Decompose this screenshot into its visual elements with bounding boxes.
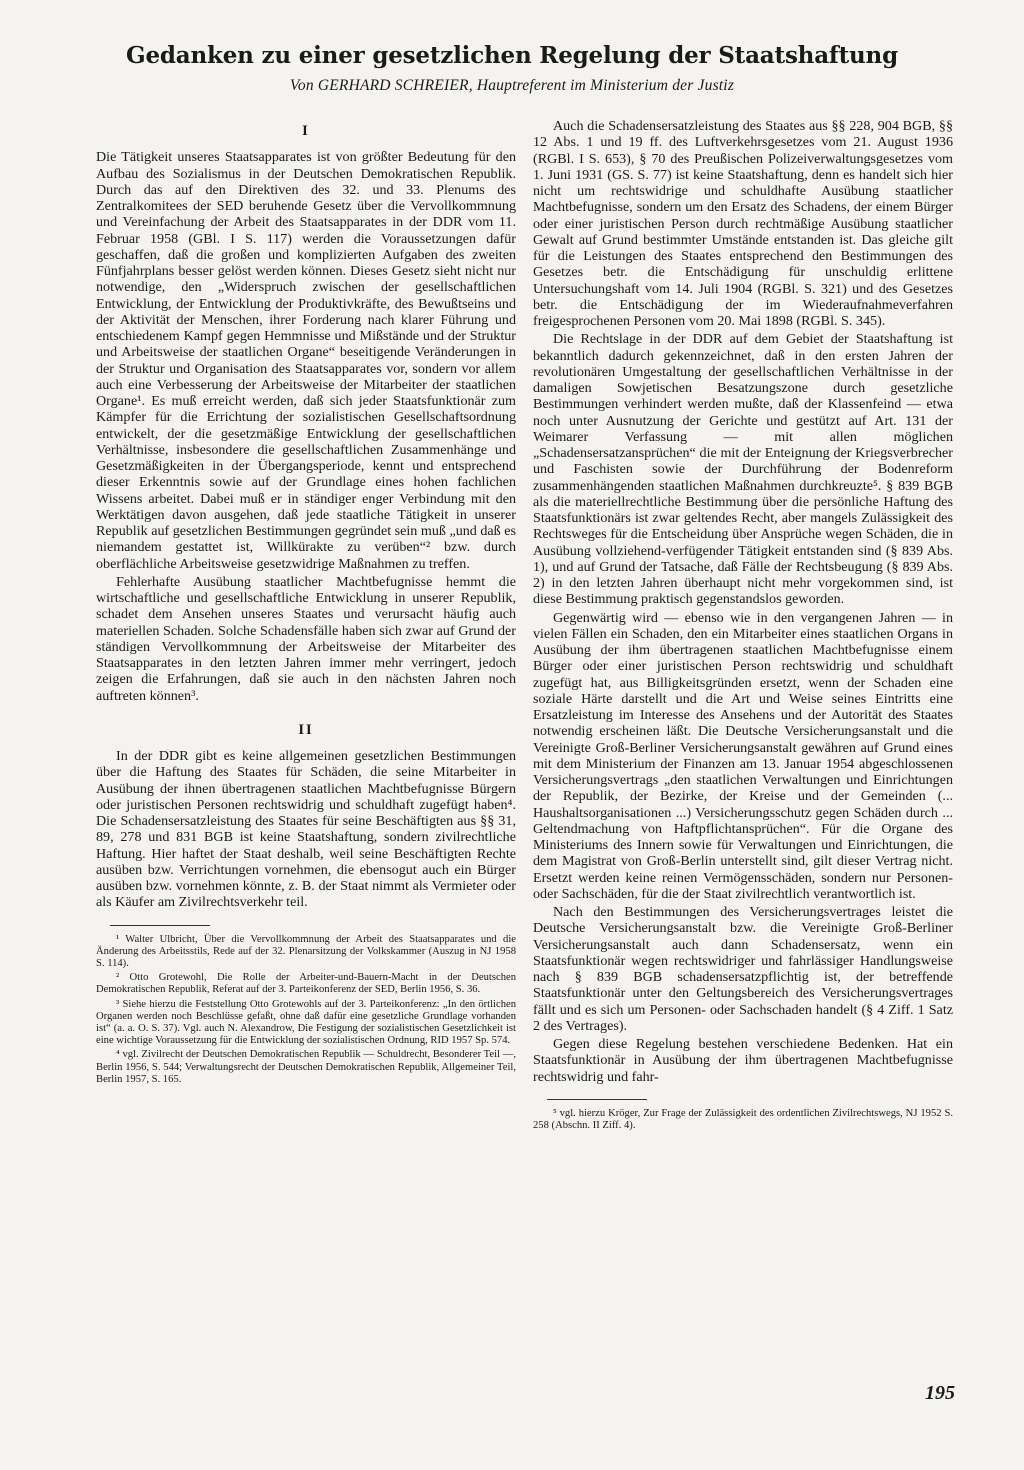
footnote: ⁵ vgl. hierzu Kröger, Zur Frage der Zulässigkeit des ordentlichen Zivilrechtswegs, NJ 1952 S. 258 (Abschn. II Ziff. 4). [533,1107,953,1131]
paragraph: Die Tätigkeit unseres Staatsapparates ist von größter Bedeutung für den Aufbau des Sozialismus in der Deutschen Demokratischen Republik. Durch das auf den Direktiven des 32. und 33. Plenums des Zentralkomitees der SED beruhende Gesetz über die Vervollkommnung und Vereinfachung der Arbeit des Staatsapparates in der DDR vom 11. Februar 1958 (GBl. I S. 117) werden die Voraussetzungen dafür geschaffen, daß die großen und komplizierten Aufgaben des zweiten Fünfjahrplans besser gelöst werden können. Dieses Gesetz sieht nicht nur notwendige, den „Widerspruch zwischen der gesellschaftlichen Entwicklung, der Entwicklung der Produktivkräfte, des Bewußtseins und der Aktivität der Menschen, ihrer Forderung nach klarer Führung und entschiedenem Kampf gegen Hemmnisse und Mißstände und der Struktur und Arbeitsweise der staatlichen Organe“ beseitigende Veränderungen in der Struktur und Organisation des Staatsapparates vor, sondern vor allem auch eine Verbesserung der Arbeitsweise der Mitarbeiter der staatlichen Organe¹. Es muß erreicht werden, daß sich jeder Staatsfunktionär zum Kämpfer für die Errichtung der sozialistischen Gesellschaftsordnung entwickelt, der die gesetzmäßige Entwicklung der gesellschaftlichen Verhältnisse, insbesondere die gesellschaftlichen Zusammenhänge und Gesetzmäßigkeiten in der Übergangsperiode, kennt und entsprechend dieser Erkenntnis sowie auf der Grundlage eines hohen fachlichen Wissens arbeitet. Dabei muß er in ständiger enger Verbindung mit den Werktätigen davon ausgehen, daß jede staatliche Tätigkeit in unserer Republik auf gesetzlichen Bestimmungen gegründet sein muß „und daß es niemandem gestattet ist, Willkürakte zu verüben“² bzw. durch oberflächliche Arbeitsweise gesetzwidrige Maßnahmen zu treffen. [96,149,516,572]
author-byline: Von GERHARD SCHREIER, Hauptreferent im Ministerium der Justiz [289,77,735,94]
section-heading-1: I [302,123,310,139]
footnote-divider [547,1099,647,1100]
left-column [96,118,516,1088]
paragraph: Nach den Bestimmungen des Versicherungsvertrages leistet die Deutsche Versicherungsanstalt bzw. die Vereinigte Groß-Berliner Versicherungsanstalt auch dann Schadensersatz, wenn ein Staatsfunktionär wegen rechtswidriger und fahrlässiger Handlungsweise nach § 839 BGB schadensersatzpflichtig ist, der betreffende Staatsfunktionär unter den Geltungsbereich des Versicherungsvertrages fällt und es sich um Personen- oder Sachschaden handelt (§ 4 Ziff. 1 Satz 2 des Vertrages). [533,904,953,1034]
footnote: ³ Siehe hierzu die Feststellung Otto Grotewohls auf der 3. Parteikonferenz: „In den örtlichen Organen werden noch Beschlüsse gefaßt, ohne daß dafür eine gesetzliche Grundlage vorhanden ist“ (a. a. O. S. 37). Vgl. auch N. Alexandrow, Die Festigung der sozialistischen Gesetzlichkeit ist eine wichtige Voraussetzung für die Entwicklung der sozialistischen Ordnung, RID 1957 Sp. 574. [96,998,516,1047]
footnote: ¹ Walter Ulbricht, Über die Vervollkommnung der Arbeit des Staatsapparates und die Änderung des Arbeitsstils, Rede auf der 32. Plenarsitzung der Volkskammer (Auszug in NJ 1958 S. 114). [96,933,516,969]
paragraph: Die Rechtslage in der DDR auf dem Gebiet der Staatshaftung ist bekanntlich dadurch gekennzeichnet, daß in den ersten Jahren der revolutionären Umgestaltung der gesellschaftlichen Verhältnisse in der damaligen Sowjetischen Besatzungszone durch gesetzliche Bestimmungen verhindert werden mußte, daß der Klassenfeind — etwa noch unter Ausnutzung der Gerichte und gestützt auf Art. 131 der Weimarer Verfassung — mit allen möglichen „Schadensersatzansprüchen“ die mit der Enteignung der Kriegsverbrecher und Faschisten sowie der Durchführung der Bodenreform zusammenhängenden staatlichen Maßnahmen durchkreuzte⁵. § 839 BGB als die materiellrechtliche Bestimmung über die persönliche Haftung des Staatsfunktionärs ist zwar geltendes Recht, aber mangels Zulässigkeit des Rechtsweges für die Entscheidung über Ansprüche wegen Schäden, die in Ausübung vollziehend-verfügender Tätigkeit entstanden sind (§ 839 Abs. 1), und auf Grund der Tatsache, daß Fälle der Rechtsbeugung (§ 839 Abs. 2) in den letzten Jahren überhaupt nicht mehr vorgekommen sind, ist diese Bestimmung praktisch gegenstandslos geworden. [533,331,953,608]
footnote: ² Otto Grotewohl, Die Rolle der Arbeiter-und-Bauern-Macht in der Deutschen Demokratischen Republik, Referat auf der 3. Parteikonferenz der SED, Berlin 1956, S. 36. [96,972,516,996]
section-heading-2: II [298,721,314,738]
footnote: ⁴ vgl. Zivilrecht der Deutschen Demokratischen Republik — Schuldrecht, Besonderer Teil —, Berlin 1956, S. 544; Verwaltungsrecht der Deutschen Demokratischen Republik, Allgemeiner Teil, Berlin 1957, S. 165. [96,1049,516,1085]
article-title: Gedanken zu einer gesetzlichen Regelung der Staatshaftung [126,42,898,69]
footnote-divider [110,925,210,926]
right-column [533,118,953,1134]
page-number: 195 [925,1382,955,1404]
paragraph: Gegenwärtig wird — ebenso wie in den vergangenen Jahren — in vielen Fällen ein Schaden, den ein Mitarbeiter eines staatlichen Organs in Ausübung der ihm übertragenen staatlichen Machtbefugnisse einem Bürger oder einer juristischen Person rechtswidrig und schuldhaft zugefügt hat, aus Billigkeitsgründen ersetzt, wenn der Schaden eine soziale Härte darstellt und die Art und Weise seines Eintritts eine Ersatzleistung im Interesse des Ansehens und der Autorität des Staates notwendig erscheinen läßt. Die Deutsche Versicherungsanstalt und die Vereinigte Groß-Berliner Versicherungsanstalt gewähren auf Grund eines mit dem Ministerium der Finanzen am 13. Januar 1954 abgeschlossenen Versicherungsvertrags „den staatlichen Verwaltungen und Einrichtungen der Republik, der Bezirke, der Kreise und der Gemeinden (... Haushaltsorganisationen ...) Versicherungsschutz gegen Schäden durch ... Geltendmachung von Haftpflichtansprüchen“. Für die Organe des Ministeriums des Innern sowie für Verwaltungen und Einrichtungen, die dem Magistrat von Groß-Berlin unterstellt sind, gilt dieser Vertrag nicht. Ersetzt werden keine reinen Vermögensschäden, sondern nur Personen- oder Sachschäden, für die der Staat zivilrechtlich verantwortlich ist. [533,609,953,902]
paragraph: Auch die Schadensersatzleistung des Staates aus §§ 228, 904 BGB, §§ 12 Abs. 1 und 19 ff. des Luftverkehrsgesetzes vom 21. August 1936 (RGBl. I S. 653), § 70 des Preußischen Polizeiverwaltungsgesetzes vom 1. Juni 1931 (GS. S. 77) ist keine Staatshaftung, denn es handelt sich hier nicht um rechtswidrige und schuldhafte Ausübung staatlicher Machtbefugnisse, sondern um den Ersatz des Schadens, der einem Bürger oder einer juristischen Person durch rechtmäßige Ausübung staatlicher Gewalt auf Grund bestimmter Umstände entstanden ist. Das gleiche gilt für die Leistungen des Staates entsprechend den Bestimmungen des Gesetzes betr. die Entschädigung für unschuldig erlittene Untersuchungshaft vom 14. Juli 1904 (RGBl. S. 321) und des Gesetzes betr. die Entschädigung der im Wiederaufnahmeverfahren freigesprochenen Personen vom 20. Mai 1898 (RGBl. S. 345). [533,118,953,329]
paragraph: Gegen diese Regelung bestehen verschiedene Bedenken. Hat ein Staatsfunktionär in Ausübung der ihm übertragenen Machtbefugnisse rechtswidrig und fahr- [533,1036,953,1085]
paragraph: In der DDR gibt es keine allgemeinen gesetzlichen Bestimmungen über die Haftung des Staates für Schäden, die seine Mitarbeiter in Ausübung der ihnen übertragenen staatlichen Machtbefugnisse Bürgern oder juristischen Personen rechtswidrig und schuldhaft zugefügt haben⁴. Die Schadensersatzleistung des Staates für seine Beschäftigten aus §§ 31, 89, 278 und 831 BGB ist keine Staatshaftung, sondern zivilrechtliche Haftung. Hier haftet der Staat deshalb, weil seine Beschäftigten Rechte ausüben bzw. Verrichtungen vornehmen, die ebensogut auch ein Bürger ausüben bzw. vornehmen könnte, z. B. der Staat nimmt als Vermieter oder als Käufer am Zivilrechtsverkehr teil. [96,748,516,911]
paragraph: Fehlerhafte Ausübung staatlicher Machtbefugnisse hemmt die wirtschaftliche und gesellschaftliche Entwicklung in unserer Republik, schadet dem Ansehen unseres Staates und verursacht häufig auch materiellen Schaden. Solche Schadensfälle haben sich zwar auf Grund der ständigen Vervollkommnung der Arbeitsweise der Mitarbeiter des Staatsapparates in den letzten Jahren immer mehr verringert, jedoch zeigen die Erfahrungen, daß sie auch in den nächsten Jahren noch auftreten können³. [96,573,516,704]
